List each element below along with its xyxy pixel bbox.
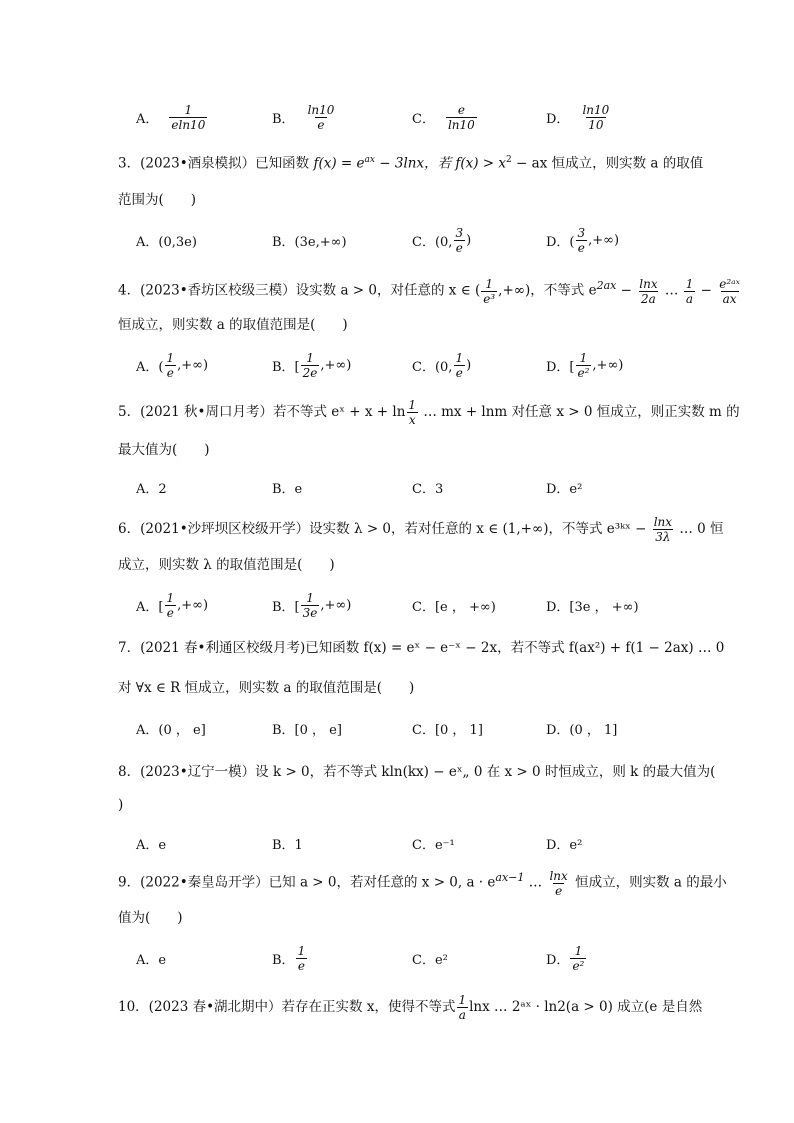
fraction: $\frac{\ln x}{e}$ xyxy=(549,868,568,898)
q4-options xyxy=(136,348,696,382)
fraction: $\frac{1}{2e}$ xyxy=(302,350,318,380)
q6-option-c[interactable]: C．[e ， +∞) xyxy=(412,599,496,615)
q8-stem-line1: 8．(2023•辽宁一模）设 k > 0，若不等式 kln(kx) − eˣ„ 0 在 x > 0 时恒成立，则 k 的最大值为( xyxy=(118,764,716,780)
fraction: $\frac{1}{a}$ xyxy=(685,276,694,306)
q9-option-b[interactable]: B． $\frac{1}{e}$ xyxy=(272,943,306,973)
fraction: $\frac{1}{3e}$ xyxy=(302,590,318,620)
q7-options xyxy=(136,711,696,745)
option-label: B． xyxy=(272,111,295,127)
q3-option-b[interactable]: B．(3e,+∞) xyxy=(272,234,347,250)
q2-option-d[interactable] xyxy=(546,100,612,134)
q9-option-d[interactable]: D． $\frac{1}{\text{e²}}$ xyxy=(546,943,585,973)
q10-stem-line1: 10．(2023 春•湖北期中）若存在正实数 x，使得不等式 $\frac{1}{a}$ lnx … 2ᵃˣ · ln2(a > 0) 成立(e 是自然 xyxy=(118,993,703,1022)
q2-option-a[interactable] xyxy=(136,100,208,134)
q6-option-b[interactable]: B．[ $\frac{1}{3e}$ ,+∞) xyxy=(272,590,352,620)
q8-option-b[interactable]: B．1 xyxy=(272,837,303,853)
q8-options xyxy=(136,826,696,860)
q8-option-d[interactable]: D．e² xyxy=(546,837,583,853)
fraction: $\frac{1}{\text{e³}}$ xyxy=(483,276,496,306)
q7-option-d[interactable]: D．(0 ， 1] xyxy=(546,722,618,738)
fraction: $\frac{1}{a}$ xyxy=(458,993,467,1022)
q9-options xyxy=(136,941,696,975)
q3-option-c[interactable]: C．(0, $\frac{3}{e}$ ) xyxy=(412,225,472,255)
fraction: $\frac{\text{e²ᵃˣ}}{ax}$ xyxy=(719,276,740,306)
fraction: $\frac{e}{\ln 10}$ xyxy=(447,102,475,132)
q8-option-c[interactable]: C．e⁻¹ xyxy=(412,837,455,853)
q4-stem-line1: 4．(2023•香坊区校级三模）设实数 a > 0，对任意的 x ∈ ( $\frac{1}{\text{e³}}$ ,+∞)，不等式 $e^{2ax}$ − $\frac{\ln x}{2a}$ … $\frac{1}{a}$ − $\frac{\text{e²ᵃˣ}}{ax}$ xyxy=(118,276,740,306)
q2-options xyxy=(136,100,696,134)
q3-option-a[interactable]: A．(0,3e) xyxy=(136,234,197,250)
q4-option-b[interactable]: B．[ $\frac{1}{2e}$ ,+∞) xyxy=(272,350,352,380)
q6-options xyxy=(136,588,696,622)
q9-stem-line2: 值为( ) xyxy=(118,910,183,926)
q5-stem-line2: 最大值为( ) xyxy=(118,442,210,458)
q2-option-b[interactable] xyxy=(272,100,337,134)
q6-option-a[interactable]: A．[ $\frac{1}{e}$ ,+∞) xyxy=(136,590,209,620)
fraction: $\frac{\ln 10}{e}$ xyxy=(307,102,335,132)
q7-stem-line1: 7．(2021 春•利通区校级月考)已知函数 f(x) = eˣ − e⁻ˣ − 2x，若不等式 f(ax²) + f(1 − 2ax) … 0 xyxy=(118,640,725,656)
fraction: $\frac{3}{e}$ xyxy=(455,225,464,255)
q7-stem-line2: 对 ∀x ∈ R 恒成立，则实数 a 的取值范围是( ) xyxy=(118,680,415,696)
q5-stem-line1: 5．(2021 秋•周口月考）若不等式 eˣ + x + ln $\frac{1}{x}$ … mx + lnm 对任意 x > 0 恒成立，则正实数 m 的 xyxy=(118,398,740,427)
q6-stem-line2: 成立，则实数 λ 的取值范围是( ) xyxy=(118,557,335,573)
q7-option-a[interactable]: A．(0 ， e] xyxy=(136,722,206,738)
q9-stem-line1: 9．(2022•秦皇岛开学）已知 a > 0，若对任意的 x > 0, $a \cdot e^{ax-1}$ … $\frac{\ln x}{e}$ 恒成立，则实数 a 的最小 xyxy=(118,868,727,898)
fraction: $\frac{\ln x}{2a}$ xyxy=(639,276,658,306)
option-label: D． xyxy=(546,111,570,127)
option-label: C． xyxy=(412,111,435,127)
q2-option-c[interactable] xyxy=(412,100,478,134)
q9-option-a[interactable]: A．e xyxy=(136,952,167,968)
q5-option-b[interactable]: B．e xyxy=(272,481,303,497)
q8-stem-line2: ) xyxy=(118,797,124,813)
q5-options xyxy=(136,470,696,504)
q3-options xyxy=(136,223,696,257)
q3-stem-line1: 3．(2023•酒泉模拟）已知函数 $f(x) = e^{ax} - 3\ln x$，若 $f(x) > x^2$ − ax 恒成立，则实数 a 的取值 xyxy=(118,155,704,172)
fraction: $\frac{1}{eln10}$ xyxy=(171,102,206,132)
q3-stem-line2: 范围为( ) xyxy=(118,192,197,208)
option-label: A． xyxy=(136,111,159,127)
q3-option-d[interactable]: D．( $\frac{3}{e}$ ,+∞) xyxy=(546,225,620,255)
fraction: $\frac{1}{x}$ xyxy=(408,398,417,427)
fraction: $\frac{1}{e}$ xyxy=(166,590,175,620)
q4-option-c[interactable]: C．(0, $\frac{1}{e}$ ) xyxy=(412,350,472,380)
fraction: $\frac{3}{e}$ xyxy=(577,225,586,255)
fraction: $\frac{1}{\text{e²}}$ xyxy=(577,350,590,380)
q7-option-b[interactable]: B．[0 ， e] xyxy=(272,722,342,738)
q5-option-d[interactable]: D．e² xyxy=(546,481,583,497)
q6-stem-line1: 6．(2021•沙坪坝区校级开学）设实数 λ > 0，若对任意的 x ∈ (1,+∞)，不等式 e³ᵏˣ − $\frac{\ln x}{3\lambda}$ … 0 恒 xyxy=(118,515,724,544)
fraction: $\frac{1}{e}$ xyxy=(166,350,175,380)
q7-option-c[interactable]: C．[0 ， 1] xyxy=(412,722,483,738)
q5-option-c[interactable]: C．3 xyxy=(412,481,444,497)
q8-option-a[interactable]: A．e xyxy=(136,837,167,853)
fraction: $\frac{\ln 10}{10}$ xyxy=(582,102,610,132)
fraction: $\frac{1}{\text{e²}}$ xyxy=(572,943,585,973)
q4-option-a[interactable]: A．( $\frac{1}{e}$ ,+∞) xyxy=(136,350,209,380)
fraction: $\frac{1}{e}$ xyxy=(455,350,464,380)
q6-option-d[interactable]: D．[3e ， +∞) xyxy=(546,599,639,615)
q9-option-c[interactable]: C．e² xyxy=(412,952,448,968)
q4-option-d[interactable]: D．[ $\frac{1}{\text{e²}}$ ,+∞) xyxy=(546,350,624,380)
q5-option-a[interactable]: A．2 xyxy=(136,481,167,497)
fraction: $\frac{\ln x}{3\lambda}$ xyxy=(653,515,673,544)
fraction: $\frac{1}{e}$ xyxy=(297,943,306,973)
q4-stem-line2: 恒成立，则实数 a 的取值范围是( ) xyxy=(118,317,348,333)
